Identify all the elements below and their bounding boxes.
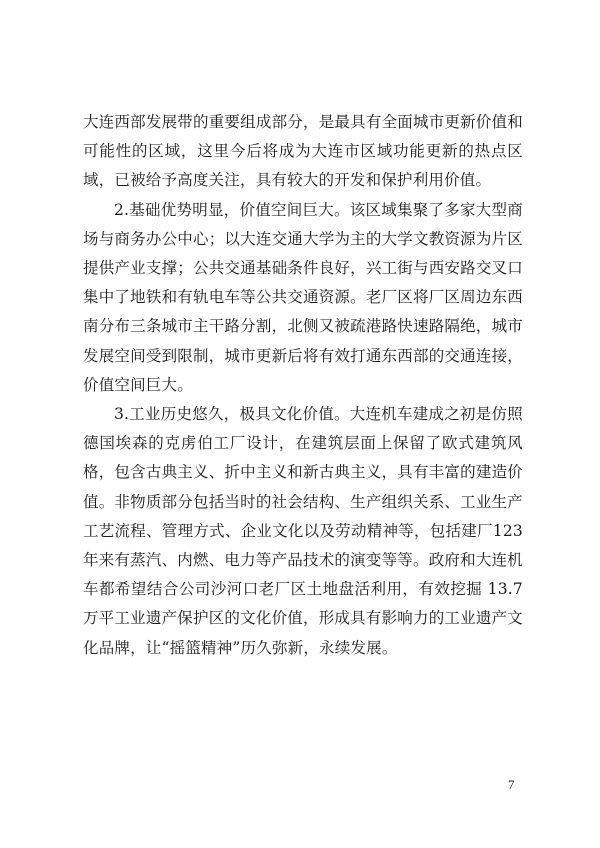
paragraph-point-2: 2.基础优势明显，价值空间巨大。该区域集聚了多家大型商场与商务办公中心；以大连交通大学为主的大学文教资源为片区提供产业支撑；公共交通基础条件良好，兴工街与西安路交叉口集中了地铁和有轨电车等公共交通资源。老厂区将厂区周边东西南分布三条城市主干路分割，北侧又被疏港路快速路隔绝，城市发展空间受到限制，城市更新后将有效打通东西部的交通连接，价值空间巨大。 [83,200,523,394]
body-text [83,108,523,663]
paragraph-continuation: 大连西部发展带的重要组成部分，是最具有全面城市更新价值和可能性的区域，这里今后将成为大连市区域功能更新的热点区域，已被给予高度关注，具有较大的开发和保护利用价值。 [83,113,523,190]
page-number: 7 [508,777,515,792]
paragraph-point-3: 3.工业历史悠久，极具文化价值。大连机车建成之初是仿照德国埃森的克虏伯工厂设计，在建筑层面上保留了欧式建筑风格，包含古典主义、折中主义和新古典主义，具有丰富的建造价值。非物质部分包括当时的社会结构、生产组织关系、工业生产工艺流程、管理方式、企业文化以及劳动精神等，包括建厂123年来有蒸汽、内燃、电力等产品技术的演变等等。政府和大连机车都希望结合公司沙河口老厂区土地盘活利用，有效挖掘 13.7万平工业遗产保护区的文化价值，形成具有影响力的工业遗产文化品牌，让“摇篮精神”历久弥新，永续发展。 [83,405,523,657]
